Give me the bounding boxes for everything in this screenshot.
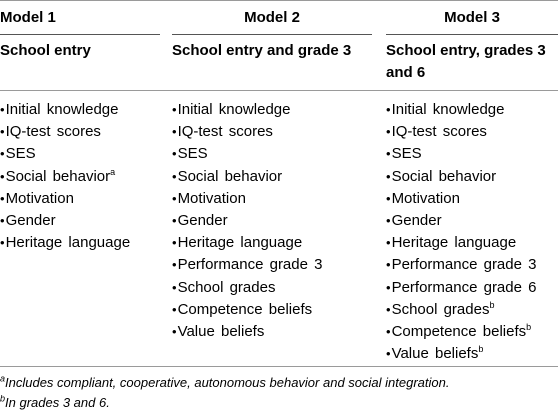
list-item-text: Gender [391, 212, 442, 230]
bullet-icon: • [172, 124, 177, 140]
bullet-icon: • [172, 257, 177, 273]
bullet-icon: • [386, 190, 391, 206]
model-3-header: Model 3 [444, 9, 500, 26]
list-item [172, 166, 322, 188]
list-item-text: Initial knowledge [391, 101, 505, 118]
list-item-text: IQ-test scores [5, 123, 101, 141]
list-item-text: SES [5, 145, 36, 163]
list-item-text: Value beliefs [177, 323, 265, 341]
list-item [0, 143, 130, 165]
list-item [172, 254, 322, 276]
list-item [386, 277, 536, 299]
list-item [172, 99, 322, 121]
list-item [386, 343, 536, 365]
list-item-text: Motivation [5, 189, 74, 207]
list-item [172, 188, 322, 210]
model-2-list [172, 99, 322, 343]
model-3-list [386, 99, 536, 365]
list-item-text: Gender [177, 212, 228, 230]
list-item-text: IQ-test scores [391, 123, 487, 141]
list-item [386, 299, 536, 321]
list-item [172, 143, 322, 165]
model-1-underline [0, 34, 160, 35]
footnote-b-mark: b [0, 393, 6, 404]
bullet-icon: • [386, 124, 391, 140]
list-item-text: Heritage language [5, 234, 131, 252]
bullet-icon: • [386, 168, 391, 184]
list-item [0, 121, 130, 143]
list-item [386, 166, 536, 188]
list-item-text: Gender [5, 212, 56, 230]
bullet-icon: • [0, 235, 5, 251]
footnotes [0, 373, 449, 413]
bullet-icon: • [0, 124, 5, 140]
bullet-icon: • [386, 235, 391, 251]
list-item-text: Heritage language [391, 234, 517, 252]
list-item [386, 99, 536, 121]
list-item-text: Competence beliefs [177, 300, 313, 318]
list-item-text: Heritage language [177, 234, 303, 252]
list-item-text: Motivation [391, 189, 460, 207]
list-item [386, 232, 536, 254]
bullet-icon: • [0, 146, 5, 162]
list-item [172, 277, 322, 299]
list-item [0, 210, 130, 232]
bullet-icon: • [386, 146, 391, 162]
top-rule [0, 0, 558, 1]
model-1-list [0, 99, 130, 254]
model-3-underline [386, 34, 558, 35]
list-item-text: Initial knowledge [5, 101, 119, 118]
footnote-a [0, 373, 449, 393]
list-item [0, 166, 130, 188]
model-2-subheader: School entry and grade 3 [172, 42, 352, 59]
bullet-icon: • [0, 102, 5, 117]
footnote-a-mark: a [0, 373, 6, 384]
list-item-text: Motivation [177, 189, 246, 207]
bullet-icon: • [172, 279, 177, 295]
footnote-marker: b [478, 344, 484, 355]
list-item-text: IQ-test scores [177, 123, 273, 141]
list-item-text: SES [391, 145, 422, 163]
list-item [386, 210, 536, 232]
list-item [172, 299, 322, 321]
list-item [172, 321, 322, 343]
model-1-subheader: School entry [0, 42, 91, 59]
bullet-icon: • [386, 279, 391, 295]
bullet-icon: • [172, 168, 177, 184]
footnote-a-text: Includes compliant, cooperative, autonomous behavior and social integration. [5, 375, 450, 390]
bullet-icon: • [386, 102, 391, 117]
list-item-text: Initial knowledge [177, 101, 291, 118]
bullet-icon: • [0, 168, 5, 184]
footnote-marker: b [526, 322, 532, 333]
bullet-icon: • [386, 257, 391, 273]
bullet-icon: • [172, 213, 177, 229]
list-item-text: Performance grade 6 [391, 278, 537, 296]
list-item-text: Performance grade 3 [177, 256, 323, 274]
list-item-text: SES [177, 145, 208, 163]
footnote-b-text: In grades 3 and 6. [5, 395, 110, 410]
list-item [386, 188, 536, 210]
model-3-subheader: School entry, grades 3 and 6 [386, 42, 546, 81]
list-item [386, 321, 536, 343]
bullet-icon: • [0, 213, 5, 229]
list-item-text: Social behavior [5, 167, 111, 185]
list-item [172, 210, 322, 232]
list-item [386, 143, 536, 165]
header-rule [0, 90, 558, 91]
bullet-icon: • [386, 213, 391, 229]
list-item-text: Social behavior [391, 167, 497, 185]
bullet-icon: • [172, 190, 177, 206]
model-1-header: Model 1 [0, 9, 56, 26]
list-item [0, 188, 130, 210]
list-item-text: Value beliefs [391, 345, 479, 363]
footnote-b [0, 393, 449, 413]
bullet-icon: • [172, 324, 177, 340]
list-item-text: Performance grade 3 [391, 256, 537, 274]
model-2-underline [172, 34, 372, 35]
model-2-header: Model 2 [244, 9, 300, 26]
list-item-text: School grades [391, 300, 490, 318]
footnote-marker: b [489, 299, 495, 310]
bottom-rule [0, 366, 558, 367]
bullet-icon: • [386, 324, 391, 340]
bullet-icon: • [172, 146, 177, 162]
list-item [172, 232, 322, 254]
list-item [0, 99, 130, 121]
bullet-icon: • [386, 301, 391, 317]
bullet-icon: • [172, 235, 177, 251]
list-item [386, 121, 536, 143]
bullet-icon: • [172, 102, 177, 117]
list-item [172, 121, 322, 143]
list-item-text: Competence beliefs [391, 323, 527, 341]
bullet-icon: • [386, 346, 391, 362]
list-item [0, 232, 130, 254]
bullet-icon: • [172, 301, 177, 317]
bullet-icon: • [0, 190, 5, 206]
list-item-text: School grades [177, 278, 276, 296]
list-item [386, 254, 536, 276]
footnote-marker: a [110, 166, 116, 177]
list-item-text: Social behavior [177, 167, 283, 185]
